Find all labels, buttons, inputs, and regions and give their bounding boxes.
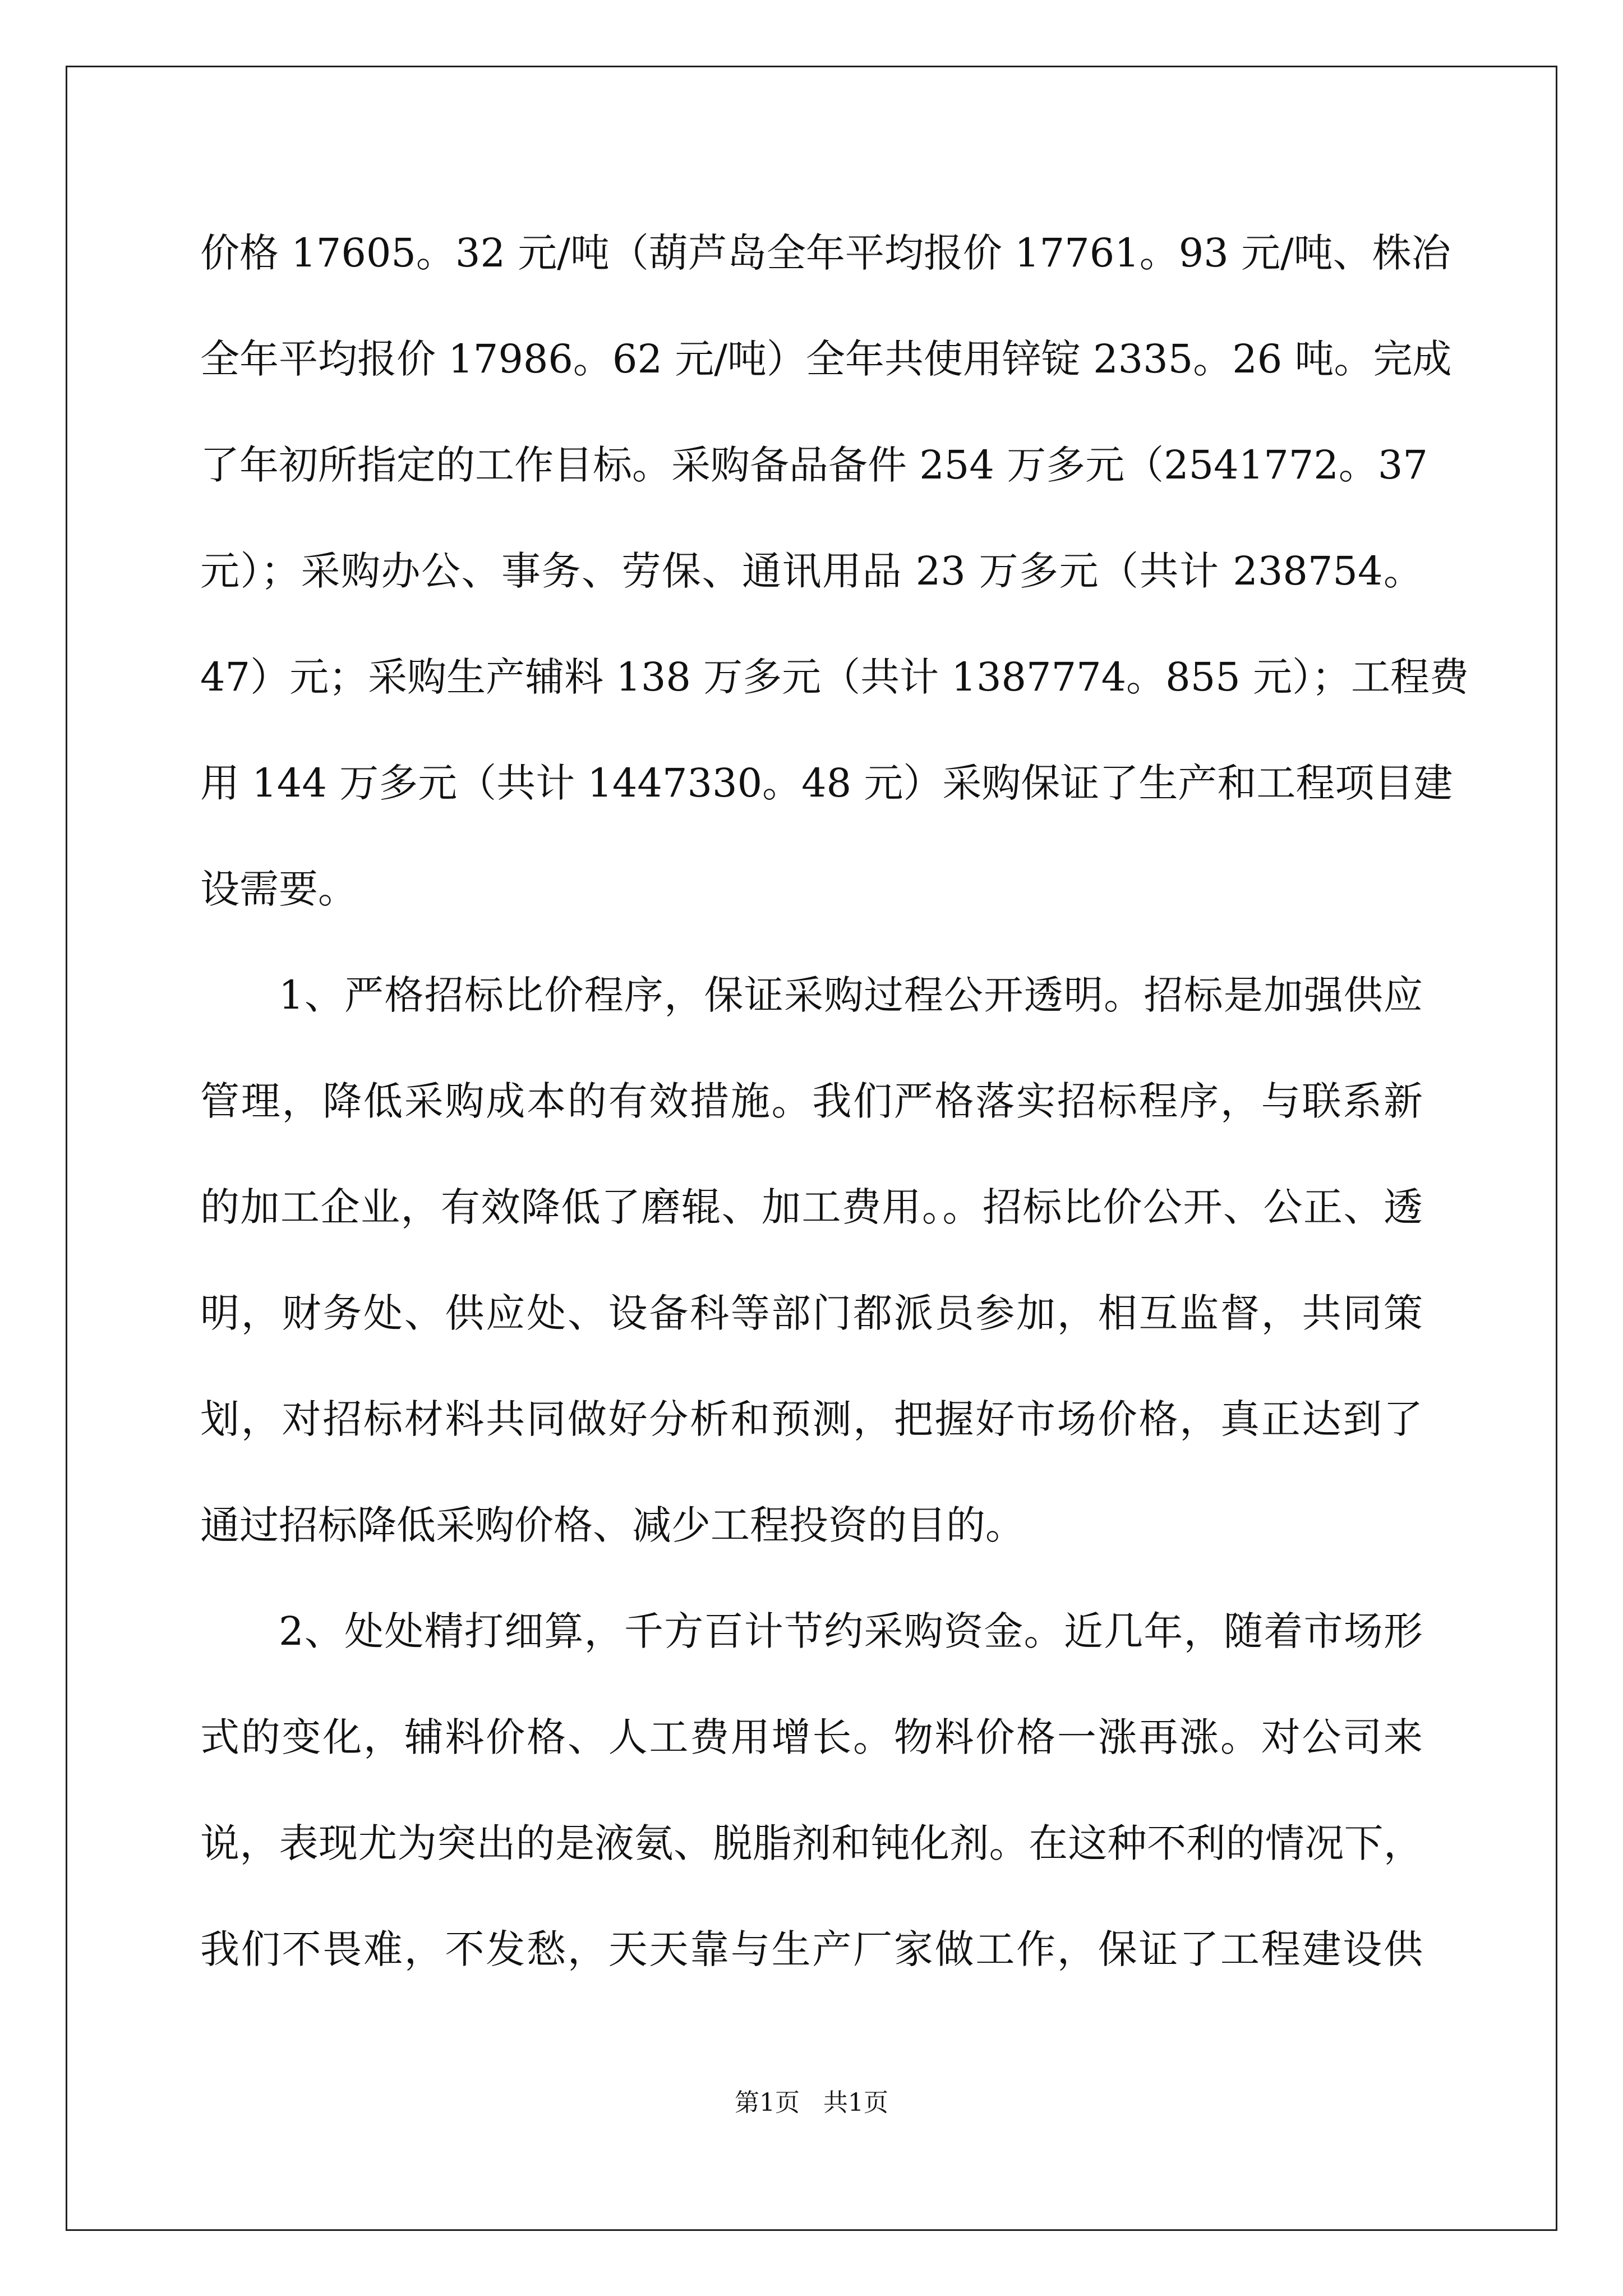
paragraph-first-line: 2、处处精打细算，千方百计节约采购资金。近几年，随着市场形 [279,1608,1423,1654]
text-line: 明，财务处、供应处、设备科等部门都派员参加，相互监督，共同策 [200,1290,1423,1336]
text-line: 管理，降低采购成本的有效措施。我们严格落实招标程序，与联系新 [200,1078,1423,1124]
document-body [200,220,1469,2022]
text-line: 设需要。 [200,866,357,912]
text-line: 式的变化，辅料价格、人工费用增长。物料价格一涨再涨。对公司来 [200,1714,1423,1760]
text-line: 划，对招标材料共同做好分析和预测，把握好市场价格，真正达到了 [200,1396,1423,1442]
text-line: 的加工企业，有效降低了磨辊、加工费用。。招标比价公开、公正、透 [200,1184,1423,1230]
page-footer: 第1页 共1页 [735,2088,888,2117]
text-line: 47）元；采购生产辅料 138 万多元（共计 1387774。855 元）；工程费 [200,654,1469,700]
text-line: 全年平均报价 17986。62 元/吨）全年共使用锌锭 2335。26 吨。完成 [200,336,1452,382]
text-line: 用 144 万多元（共计 1447330。48 元）采购保证了生产和工程项目建 [200,760,1453,806]
text-line: 通过招标降低采购价格、减少工程投资的目的。 [200,1502,1025,1548]
text-line: 说，表现尤为突出的是液氨、脱脂剂和钝化剂。在这种不利的情况下， [200,1820,1423,1866]
paragraph-first-line: 1、严格招标比价程序，保证采购过程公开透明。招标是加强供应 [279,972,1423,1018]
text-line: 我们不畏难，不发愁，天天靠与生产厂家做工作，保证了工程建设供 [200,1926,1423,1972]
text-line: 了年初所指定的工作目标。采购备品备件 254 万多元（2541772。37 [200,442,1428,488]
text-line: 元）；采购办公、事务、劳保、通讯用品 23 万多元（共计 238754。 [200,548,1423,594]
text-line: 价格 17605。32 元/吨（葫芦岛全年平均报价 17761。93 元/吨、株冶 [200,230,1451,276]
